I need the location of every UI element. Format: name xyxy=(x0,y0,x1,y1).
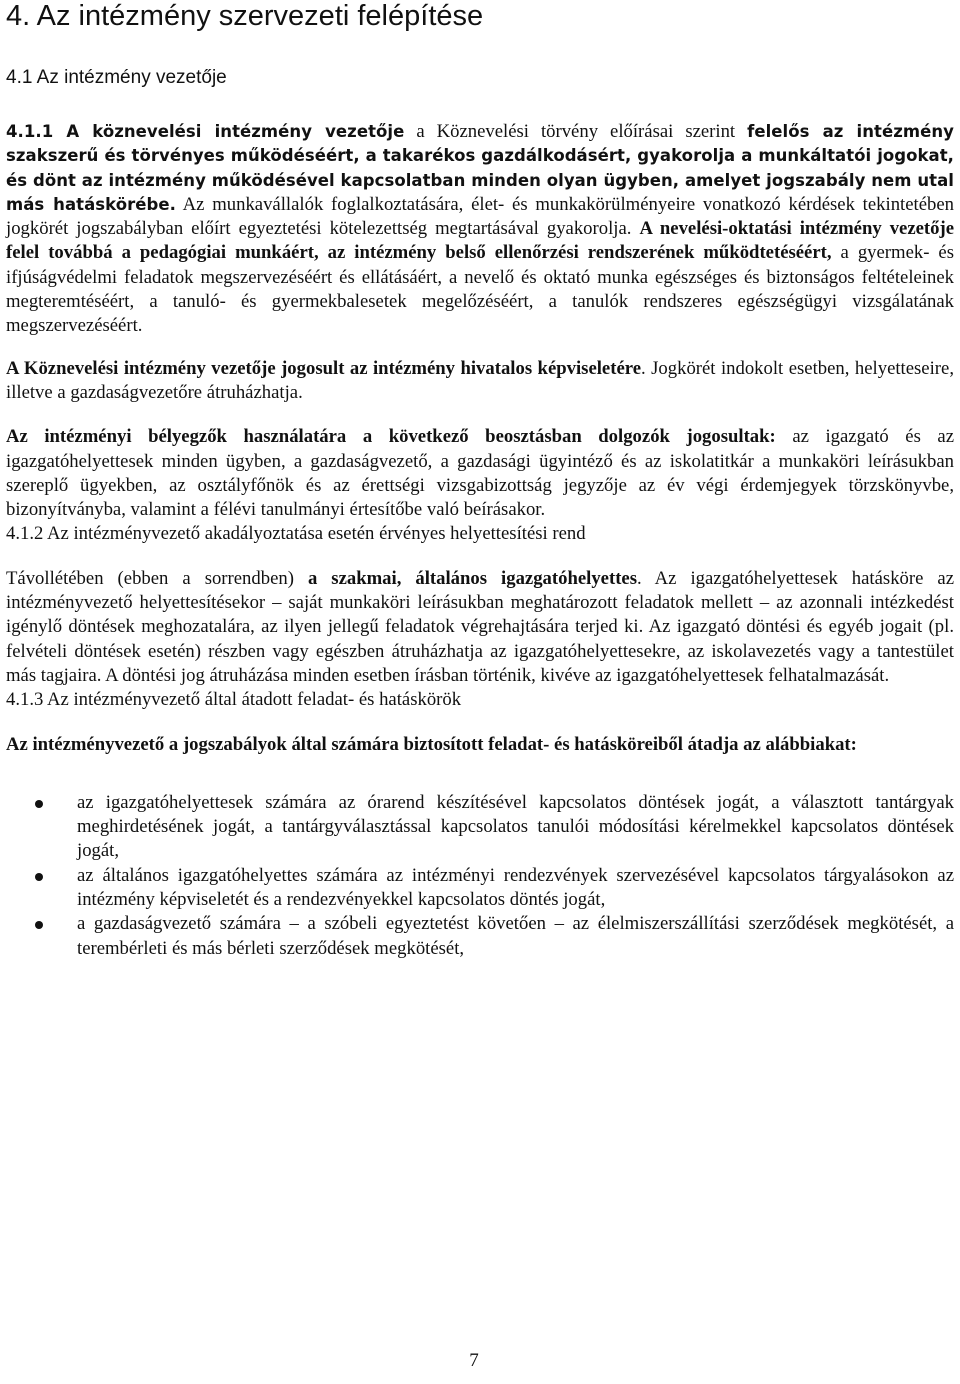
page-number: 7 xyxy=(469,1350,479,1371)
paragraph-bold-pedagogy: A nevelési-oktatási intézmény vezetője felel továbbá a pedagógiai munkáért, az intézmény belső ellenőrzési rendszerének működtetéséért, xyxy=(6,218,955,264)
paragraph-representation xyxy=(6,357,954,406)
list-item xyxy=(6,791,954,864)
paragraph-bold-responsibility: felelős az intézmény szakszerű és törvényes működéséért, a takarékos gazdálkodásért, gyakorolja a munkáltatói jogokat, és dönt az intézmény működésével kapcsolatban minden olyan ügyben, amelyet jogszabály nem utal más hatáskörébe. xyxy=(6,122,954,214)
bullet-icon xyxy=(35,800,43,808)
paragraph-text: az igazgató és az igazgatóhelyettesek minden ügyben, a gazdaságvezető, a gazdasági ügyintéző és az iskolatitkár a munkaköri leírásukban szereplő ügyekben, az osztályfőnök és az érettségi vizsgabizottság jegyzője az év végi érdemjegyek törzskönyvbe, bizonyítványba, valamint a félévi tanulmányi értesítőbe való beírásakor. xyxy=(6,426,954,521)
bullet-icon xyxy=(35,873,43,881)
paragraph-bold-stamps: Az intézményi bélyegzők használatára a következő beosztásban dolgozók jogosultak: xyxy=(6,426,776,448)
list-item-text: az igazgatóhelyettesek számára az órarend készítésével kapcsolatos döntések jogát, a választott tantárgyak meghirdetésének jogát, a tantárgyválasztással kapcsolatos tanulói módosítási kérelmekkel kapcsolatos döntések jogát, xyxy=(77,791,954,862)
list-item xyxy=(6,864,954,913)
paragraph-leader-duties xyxy=(6,90,954,339)
paragraph-text: Távollétében (ebben a sorrendben) xyxy=(6,567,308,589)
paragraph-text: Az munkavállalók foglalkoztatására, élet- és munkakörülményeire vonatkozó kérdések tekintetében jogkörét jogszabályban előírt egyeztetési kötelezettség megtartásával gyakorolja. xyxy=(6,193,954,240)
paragraph-delegated-powers: Az intézményvezető a jogszabályok által számára biztosított feladat- és hatásköreiből átadja az alábbiakat: xyxy=(6,733,857,755)
list-item xyxy=(6,912,954,961)
subsection-4-1-3: 4.1.3 Az intézményvezető által átadott feladat- és hatáskörök xyxy=(6,689,462,711)
paragraph-substitution xyxy=(6,567,954,688)
document-page xyxy=(6,0,954,961)
section-heading: 4. Az intézmény szervezeti felépítése xyxy=(6,0,484,32)
bullet-icon xyxy=(35,921,43,929)
paragraph-text: a gyermek- és ifjúságvédelmi feladatok megszervezéséért és ellátásáért, a nevelő és oktató munka egészséges és biztonságos feltételeinek megteremtéséért, a tanuló- és gyermekbalesetek megelőzéséért, a tanulók rendszeres egészségügyi vizsgálatának megszervezéséért. xyxy=(6,242,954,337)
paragraph-stamps xyxy=(6,425,954,522)
list-item-text: az általános igazgatóhelyettes számára az intézményi rendezvények szervezésével kapcsolatos tárgyalásokon az intézmény képviseletét és a rendezvényekkel kapcsolatos döntés jogát, xyxy=(77,864,954,911)
paragraph-bold-representation: A Köznevelési intézmény vezetője jogosult az intézmény hivatalos képviseletére xyxy=(6,357,641,379)
paragraph-lead-bold: 4.1.1 A köznevelési intézmény vezetője xyxy=(6,122,405,141)
paragraph-bold-deputy: a szakmai, általános igazgatóhelyettes xyxy=(307,567,637,589)
subsection-heading: 4.1 Az intézmény vezetője xyxy=(6,67,227,88)
subsection-4-1-2: 4.1.2 Az intézményvezető akadályoztatása esetén érvényes helyettesítési rend xyxy=(6,523,586,545)
list-item-text: a gazdaságvezető számára – a szóbeli egyeztetést követően – az élelmiszerszállítási szerződések megkötését, a terembérleti és más bérleti szerződések megkötését, xyxy=(77,913,954,959)
delegation-list xyxy=(6,791,954,961)
paragraph-text: . Jogkörét indokolt esetben, helyetteseire, illetve a gazdaságvezetőre átruházhatja. xyxy=(6,357,954,403)
paragraph-text: . Az igazgatóhelyettesek hatásköre az intézményvezető helyettesítésekor – saját munkaköri leírásukban meghatározott feladatok mellett – az azonnali intézkedést igénylő döntések meghozatalára, az ilyen jellegű feladatok végrehajtására terjed ki. Az igazgató döntési és egyéb jogait (pl. felvételi döntések esetén) részben vagy egészben átruházhatja az igazgatóhelyettesekre, az iskolavezetés vagy a tantestület más tagjaira. A döntési jog átruházása minden esetben írásban történik, kivéve az igazgatóhelyettesek felhatalmazását. xyxy=(6,567,954,686)
paragraph-text: a Köznevelési törvény előírásai szerint xyxy=(404,121,748,142)
